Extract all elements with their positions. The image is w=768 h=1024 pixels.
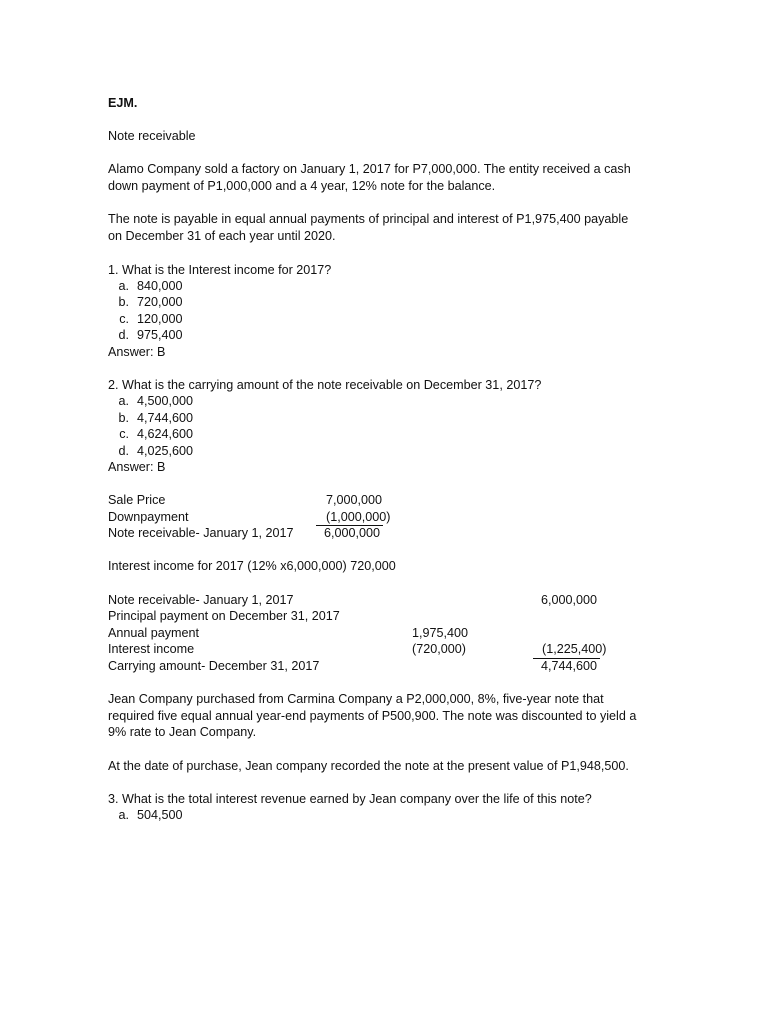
option-value: 975,400 <box>137 328 183 342</box>
option-letter: a. <box>118 808 129 822</box>
option-value: 4,624,600 <box>137 427 194 441</box>
option-letter: a. <box>118 279 129 293</box>
option-value: 120,000 <box>137 312 183 326</box>
comp1-label: Sale Price <box>108 493 166 507</box>
comp2-label: Principal payment on December 31, 2017 <box>108 609 340 623</box>
q2-answer: Answer: B <box>108 460 166 474</box>
option-letter: d. <box>118 328 129 342</box>
option-value: 840,000 <box>137 279 183 293</box>
comp2-label: Carrying amount- December 31, 2017 <box>108 659 320 673</box>
option-letter: a. <box>118 394 129 408</box>
comp2-amount: 6,000,000 <box>541 593 598 607</box>
comp2-amount: (1,225,400) <box>542 642 607 656</box>
problem2-text: Jean Company purchased from Carmina Company a P2,000,000, 8%, five-year note that <box>108 692 604 706</box>
comp2-total <box>541 658 597 675</box>
comp2-amount: (720,000) <box>412 642 466 656</box>
question-3: 3. What is the total interest revenue earned by Jean company over the life of this note? <box>108 792 592 806</box>
q1-answer: Answer: B <box>108 345 166 359</box>
problem1-text: on December 31 of each year until 2020. <box>108 229 336 243</box>
comp2-total-value: 4,744,600 <box>541 659 598 673</box>
comp2-amount: 1,975,400 <box>412 626 469 640</box>
question-2: 2. What is the carrying amount of the note receivable on December 31, 2017? <box>108 378 542 392</box>
option-letter: c. <box>119 312 129 326</box>
comp2-label: Note receivable- January 1, 2017 <box>108 593 294 607</box>
option-letter: b. <box>118 411 129 425</box>
option-letter: d. <box>118 444 129 458</box>
comp1-total <box>324 525 380 542</box>
option-value: 4,025,600 <box>137 444 194 458</box>
section-heading: Note receivable <box>108 129 196 143</box>
option-value: 504,500 <box>137 808 183 822</box>
comp1-label: Downpayment <box>108 510 189 524</box>
option-value: 4,500,000 <box>137 394 194 408</box>
comp1-total-value: 6,000,000 <box>324 526 381 540</box>
comp2-label: Interest income <box>108 642 195 656</box>
comp1-label: Note receivable- January 1, 2017 <box>108 526 294 540</box>
problem2-text: At the date of purchase, Jean company recorded the note at the present value of P1,948,500. <box>108 759 629 773</box>
interest-income-line: Interest income for 2017 (12% x6,000,000) 720,000 <box>108 559 396 573</box>
problem1-text: The note is payable in equal annual payments of principal and interest of P1,975,400 payable <box>108 212 629 226</box>
problem1-text: Alamo Company sold a factory on January 1, 2017 for P7,000,000. The entity received a cash <box>108 162 631 176</box>
problem1-text: down payment of P1,000,000 and a 4 year, 12% note for the balance. <box>108 179 496 193</box>
option-letter: b. <box>118 295 129 309</box>
option-letter: c. <box>119 427 129 441</box>
document-title: EJM. <box>108 96 138 110</box>
option-value: 4,744,600 <box>137 411 194 425</box>
comp2-label: Annual payment <box>108 626 200 640</box>
option-value: 720,000 <box>137 295 183 309</box>
problem2-text: required five equal annual year-end payments of P500,900. The note was discounted to yield a <box>108 709 637 723</box>
problem2-text: 9% rate to Jean Company. <box>108 725 257 739</box>
comp1-amount: 7,000,000 <box>326 493 383 507</box>
comp1-amount: (1,000,000) <box>326 510 391 524</box>
question-1: 1. What is the Interest income for 2017? <box>108 263 332 277</box>
